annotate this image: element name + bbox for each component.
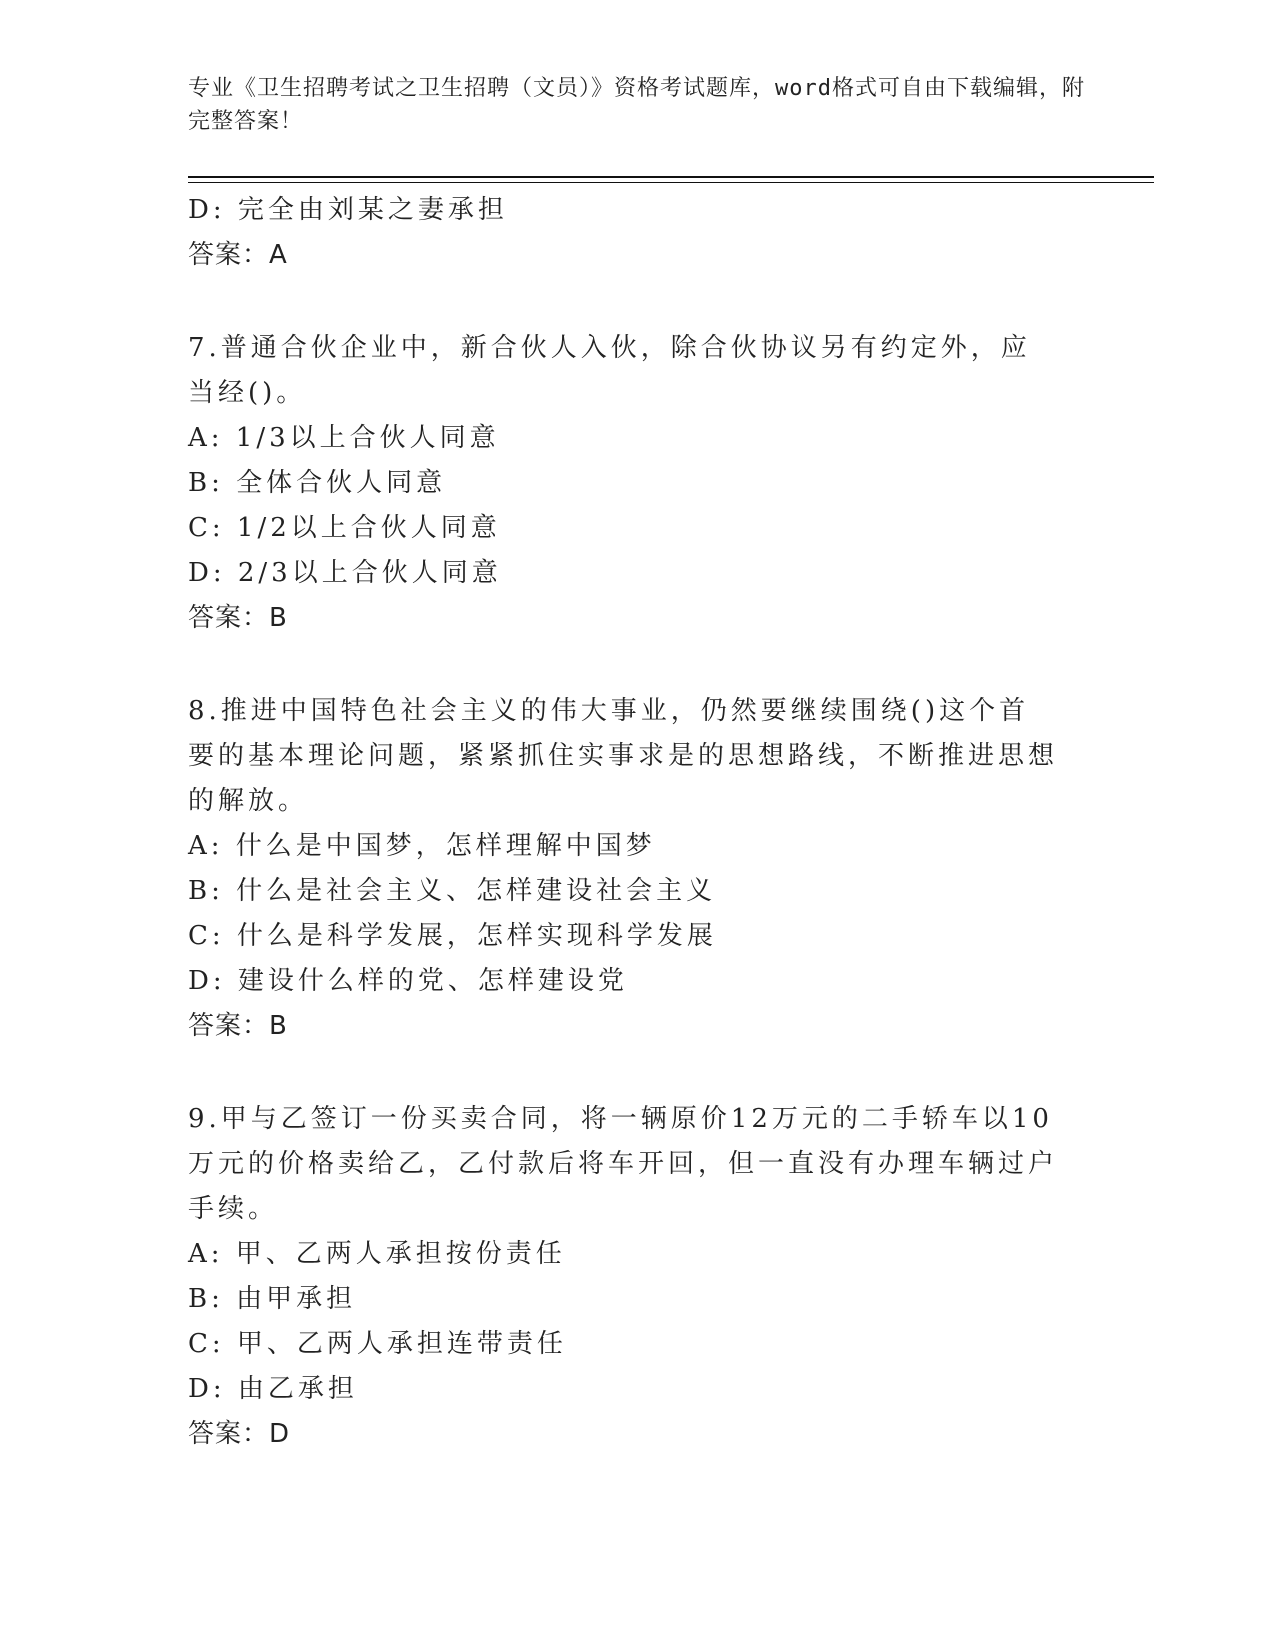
question-stem: 9.甲与乙签订一份买卖合同，将一辆原价12万元的二手轿车以10万元的价格卖给乙，乙付款后将车开回，但一直没有办理车辆过户手续。 [188,1104,1059,1224]
option-b: B: 什么是社会主义、怎样建设社会主义 [188,876,717,906]
carryover-answer: 答案：A [188,240,288,270]
option-a: A: 什么是中国梦，怎样理解中国梦 [188,831,656,861]
question-9 [188,1097,1068,1457]
question-7 [188,326,1068,641]
option-a: A: 1/3以上合伙人同意 [188,423,500,453]
question-answer: 答案：B [188,1011,288,1041]
option-c: C: 甲、乙两人承担连带责任 [188,1329,567,1359]
option-d: D: 由乙承担 [188,1374,358,1404]
question-answer: 答案：D [188,1419,291,1449]
header-rule-thick [188,176,1154,178]
carryover-option-d: D: 完全由刘某之妻承担 [188,195,508,225]
option-b: B: 由甲承担 [188,1284,357,1314]
option-c: C: 什么是科学发展，怎样实现科学发展 [188,921,717,951]
spacer [188,1049,1068,1097]
document-header: 专业《卫生招聘考试之卫生招聘（文员）》资格考试题库，word格式可自由下载编辑，附完整答案！ [188,76,1085,134]
option-d: D: 建设什么样的党、怎样建设党 [188,966,628,996]
option-d: D: 2/3以上合伙人同意 [188,558,502,588]
spacer [188,641,1068,689]
question-8 [188,689,1068,1049]
spacer [188,278,1068,326]
header-rule-thin [188,182,1154,183]
option-b: B: 全体合伙人同意 [188,468,447,498]
question-answer: 答案：B [188,603,288,633]
question-content [188,188,1068,1457]
option-a: A: 甲、乙两人承担按份责任 [188,1239,566,1269]
question-stem: 8.推进中国特色社会主义的伟大事业，仍然要继续围绕()这个首要的基本理论问题，紧紧抓住实事求是的思想路线，不断推进思想的解放。 [188,696,1059,816]
question-stem: 7.普通合伙企业中，新合伙人入伙，除合伙协议另有约定外，应当经()。 [188,333,1031,408]
option-c: C: 1/2以上合伙人同意 [188,513,501,543]
